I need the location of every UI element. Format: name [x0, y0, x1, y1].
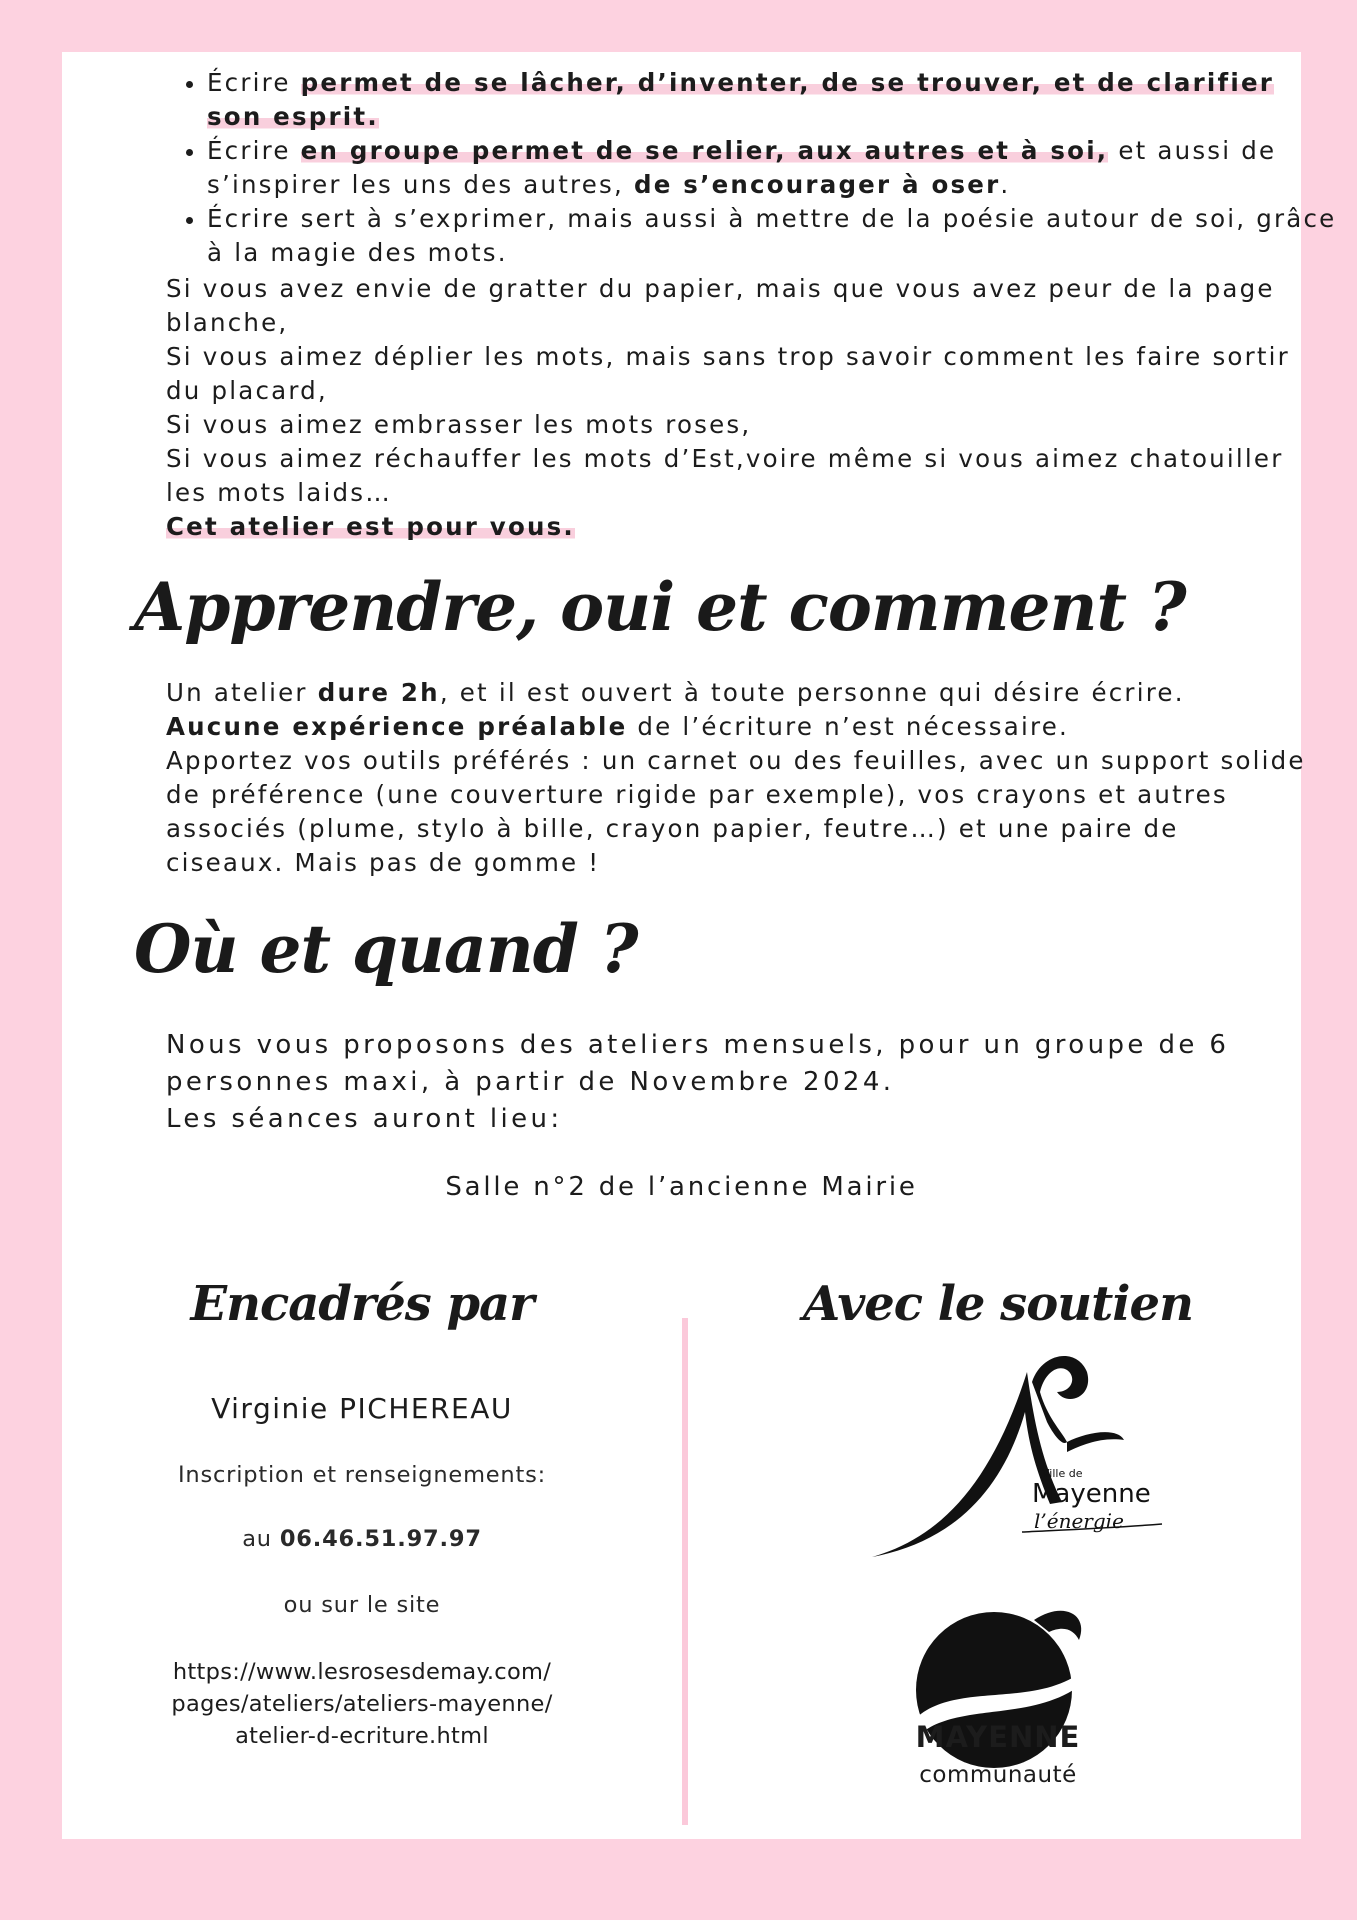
atelier-details [166, 676, 1306, 880]
site-label: ou sur le site [283, 1592, 441, 1618]
intro-paragraph [166, 272, 1296, 544]
support-heading: Avec le soutien [803, 1276, 1193, 1332]
inscription-label: Inscription et renseignements: [177, 1462, 547, 1488]
logo2-sub-text: communauté [919, 1762, 1077, 1788]
intro-conclusion: Cet atelier est pour vous. [166, 512, 575, 541]
phone-line: au 06.46.51.97.97 [242, 1526, 482, 1552]
benefit-text: Écrire sert à s’exprimer, mais aussi à mettre de la poésie autour de soi, grâce à la magie des mots. [207, 204, 1337, 267]
benefit-text: permet de se lâcher, d’inventer, de se trouver, et de clarifier son esprit. [207, 68, 1275, 131]
benefit-item [207, 134, 1337, 202]
intro-line: Si vous aimez déplier les mots, mais sans trop savoir comment les faire sortir du placard, [166, 342, 1290, 405]
tools-paragraph: Apportez vos outils préférés : un carnet ou des feuilles, avec un support solide de préférence (une couverture rigide par exemple), vos crayons et autres associés (plume, stylo à bille, crayon papier, feutre…) et une paire de ciseaux. Mais pas de gomme ! [166, 746, 1306, 877]
benefit-text: et aussi de s’inspirer les uns des autres, [207, 136, 1277, 199]
heading-ou-et-quand: Où et quand ? [134, 910, 638, 988]
ville-de-mayenne-logo [862, 1352, 1172, 1567]
organizer-name: Virginie PICHEREAU [211, 1392, 513, 1425]
logo1-tagline: l’énergie [1034, 1509, 1124, 1533]
heading-apprendre: Apprendre, oui et comment ? [134, 568, 1186, 646]
benefit-text: Écrire [207, 68, 301, 97]
logo2-main-text: MAYENNE [915, 1720, 1081, 1754]
intro-line: Si vous avez envie de gratter du papier, mais que vous avez peur de la page blanche, [166, 274, 1275, 337]
experience-line: Aucune expérience préalable de l’écriture n’est nécessaire. [166, 712, 1069, 741]
organizer-heading: Encadrés par [190, 1276, 534, 1332]
schedule-text: Nous vous proposons des ateliers mensuels, pour un groupe de 6 personnes maxi, à partir de Novembre 2024. [166, 1030, 1230, 1097]
intro-line: Si vous aimez embrasser les mots roses, [166, 410, 752, 439]
benefits-list [167, 66, 1337, 270]
benefit-text: Écrire [207, 136, 301, 165]
phone-number[interactable]: 06.46.51.97.97 [279, 1526, 482, 1552]
duration-line: Un atelier dure 2h, et il est ouvert à toute personne qui désire écrire. [166, 678, 1185, 707]
column-divider [682, 1318, 688, 1825]
benefit-item [207, 202, 1337, 270]
benefit-text: de s’encourager à oser [634, 170, 1001, 199]
schedule-paragraph [166, 1027, 1306, 1138]
flyer-page [62, 52, 1337, 1839]
support-column [748, 1274, 1248, 1334]
venue-text: Salle n°2 de l’ancienne Mairie [445, 1172, 918, 1202]
website-link[interactable]: https://www.lesrosesdemay.com/ pages/ateliers/ateliers-mayenne/ atelier-d-ecriture.html [171, 1659, 553, 1749]
benefit-item [207, 66, 1337, 134]
organizer-column [92, 1274, 632, 1334]
benefit-text: en groupe permet de se relier, aux autres et à soi, [300, 136, 1109, 165]
intro-line: Si vous aimez réchauffer les mots d’Est,voire même si vous aimez chatouiller les mots laids… [166, 444, 1284, 507]
benefit-text: . [1000, 170, 1011, 199]
logo1-main-text: Mayenne [1032, 1479, 1151, 1509]
logo1-small-text: Ville de [1042, 1467, 1083, 1480]
sessions-text: Les séances auront lieu: [166, 1104, 563, 1134]
